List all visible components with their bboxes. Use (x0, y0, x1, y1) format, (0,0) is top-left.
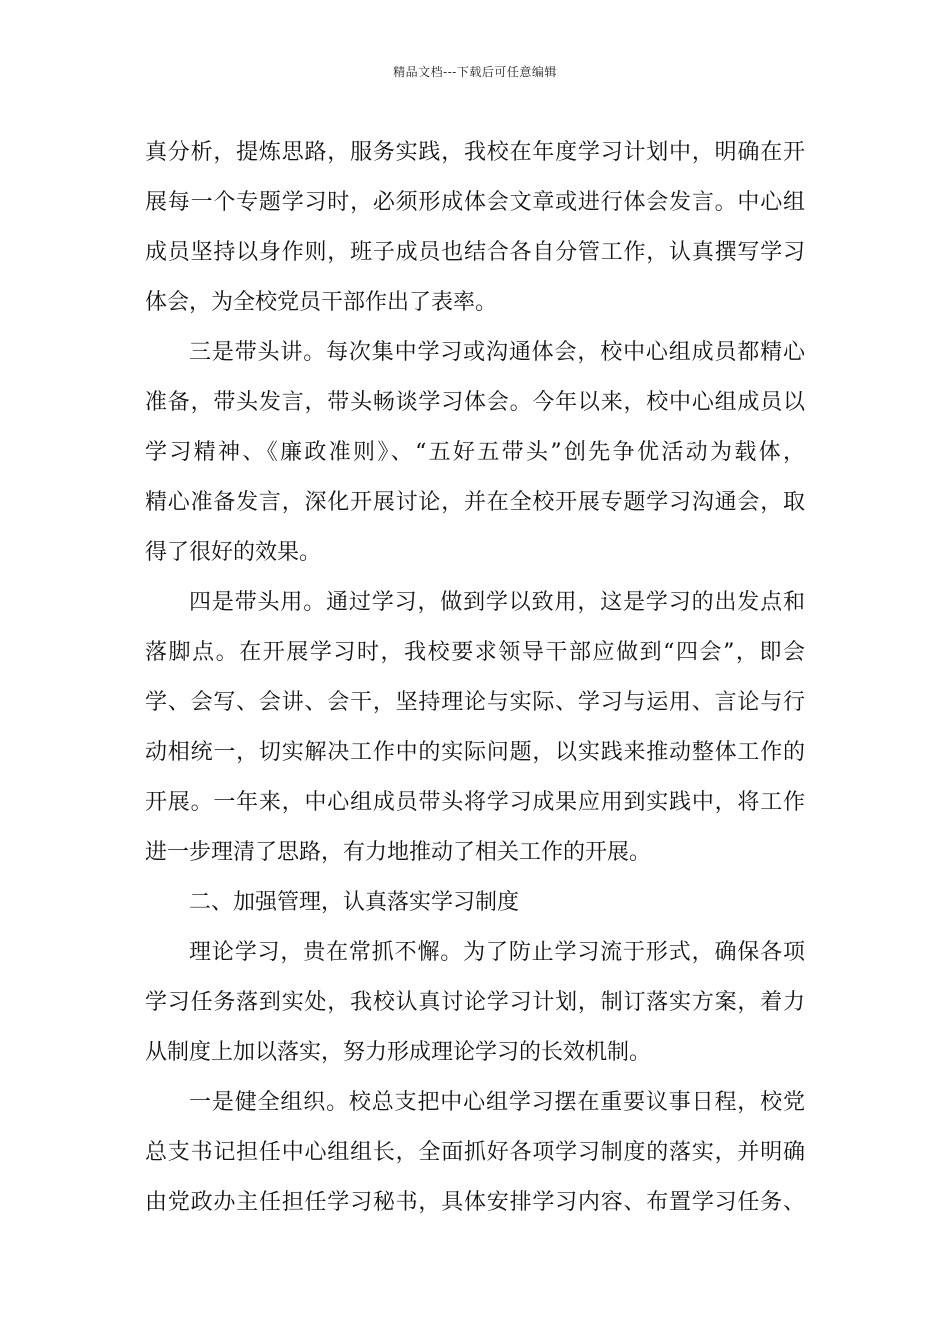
text-line: 准备，带头发言，带头畅谈学习体会。今年以来，校中心组成员以 (145, 390, 805, 415)
text-line: 从制度上加以落实，努力形成理论学习的长效机制。 (145, 1040, 652, 1065)
section-heading: 二、加强管理，认真落实学习制度 (189, 890, 520, 915)
text-line: 得了很好的效果。 (145, 540, 322, 565)
text-line: 进一步理清了思路，有力地推动了相关工作的开展。 (145, 840, 652, 865)
text-line: 真分析，提炼思路，服务实践，我校在年度学习计划中，明确在开 (145, 140, 805, 165)
paragraph-first-line: 三是带头讲。每次集中学习或沟通体会，校中心组成员都精心 (189, 340, 805, 365)
text-line: 落脚点。在开展学习时，我校要求领导干部应做到“四会”，即会 (145, 640, 805, 665)
page-header: 精品文档---下载后可任意编辑 (393, 65, 557, 79)
text-line: 开展。一年来，中心组成员带头将学习成果应用到实践中，将工作 (145, 790, 805, 815)
text-line: 精心准备发言，深化开展讨论，并在全校开展专题学习沟通会，取 (145, 490, 805, 515)
text-line: 由党政办主任担任学习秘书，具体安排学习内容、布置学习任务、 (145, 1190, 805, 1215)
document-body (145, 128, 805, 1228)
text-line: 动相统一，切实解决工作中的实际问题，以实践来推动整体工作的 (145, 740, 805, 765)
paragraph-first-line: 四是带头用。通过学习，做到学以致用，这是学习的出发点和 (189, 590, 805, 615)
paragraph-first-line: 理论学习，贵在常抓不懈。为了防止学习流于形式，确保各项 (189, 940, 805, 965)
text-line: 体会，为全校党员干部作出了表率。 (145, 290, 498, 315)
text-line: 学习任务落到实处，我校认真讨论学习计划，制订落实方案，着力 (145, 990, 805, 1015)
text-line: 成员坚持以身作则，班子成员也结合各自分管工作，认真撰写学习 (145, 240, 805, 265)
text-line: 总支书记担任中心组组长，全面抓好各项学习制度的落实，并明确 (145, 1140, 805, 1165)
text-line: 展每一个专题学习时，必须形成体会文章或进行体会发言。中心组 (145, 190, 805, 215)
text-line: 学习精神、《廉政准则》、“五好五带头”创先争优活动为载体， (145, 440, 805, 465)
paragraph-first-line: 一是健全组织。校总支把中心组学习摆在重要议事日程，校党 (189, 1090, 805, 1115)
text-line: 学、会写、会讲、会干，坚持理论与实际、学习与运用、言论与行 (145, 690, 805, 715)
